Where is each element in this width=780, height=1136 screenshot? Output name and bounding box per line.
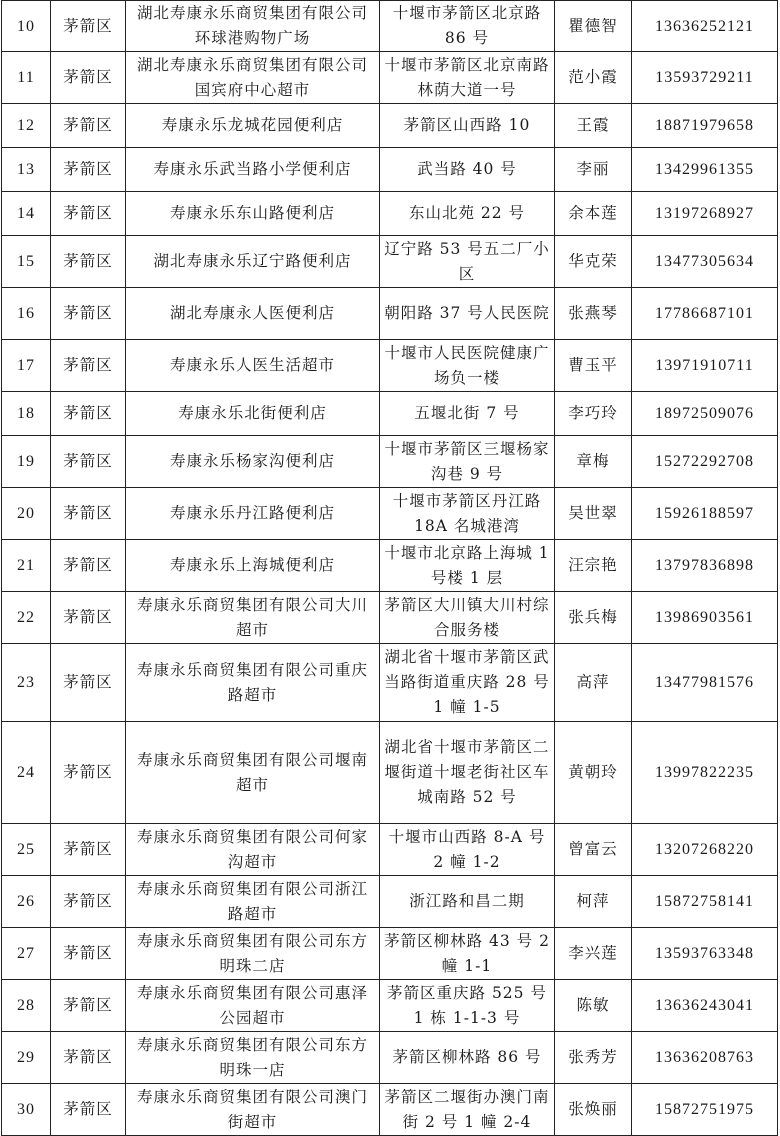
cell-number: 10 [2,1,51,52]
cell-contact: 吴世翠 [555,488,632,540]
table-row [2,722,778,824]
cell-district: 茅箭区 [51,592,126,644]
cell-contact: 范小霞 [555,52,632,104]
cell-number: 13 [2,148,51,192]
cell-store-name: 湖北寿康永人医便利店 [126,288,380,340]
cell-number: 27 [2,928,51,980]
cell-phone: 13997822235 [632,722,778,824]
cell-store-name: 寿康永乐商贸集团有限公司堰南超市 [126,722,380,824]
cell-store-name: 寿康永乐杨家沟便利店 [126,436,380,488]
cell-number: 19 [2,436,51,488]
cell-number: 22 [2,592,51,644]
table-row [2,928,778,980]
cell-address: 东山北苑 22 号 [380,192,555,236]
cell-address: 十堰市北京路上海城 1 号楼 1 层 [380,540,555,592]
cell-phone: 13593729211 [632,52,778,104]
cell-phone: 13429961355 [632,148,778,192]
cell-store-name: 湖北寿康永乐商贸集团有限公司国宾府中心超市 [126,52,380,104]
cell-phone: 18972509076 [632,392,778,436]
cell-contact: 高萍 [555,644,632,722]
cell-store-name: 湖北寿康永乐商贸集团有限公司环球港购物广场 [126,1,380,52]
cell-contact: 汪宗艳 [555,540,632,592]
cell-contact: 柯萍 [555,876,632,928]
cell-store-name: 寿康永乐上海城便利店 [126,540,380,592]
table-body [2,1,778,1136]
cell-district: 茅箭区 [51,340,126,392]
cell-phone: 13636252121 [632,1,778,52]
cell-phone: 13636243041 [632,980,778,1032]
table-row [2,52,778,104]
cell-phone: 13197268927 [632,192,778,236]
cell-contact: 曾富云 [555,824,632,876]
cell-phone: 13207268220 [632,824,778,876]
table-row [2,592,778,644]
cell-contact: 华克荣 [555,236,632,288]
cell-contact: 瞿德智 [555,1,632,52]
cell-address: 湖北省十堰市茅箭区二堰街道十堰老街社区车城南路 52 号 [380,722,555,824]
cell-district: 茅箭区 [51,722,126,824]
cell-store-name: 寿康永乐商贸集团有限公司重庆路超市 [126,644,380,722]
cell-district: 茅箭区 [51,192,126,236]
cell-phone: 13477305634 [632,236,778,288]
cell-number: 11 [2,52,51,104]
cell-store-name: 寿康永乐商贸集团有限公司东方明珠一店 [126,1032,380,1084]
cell-address: 十堰市茅箭区丹江路 18A 名城港湾 [380,488,555,540]
cell-number: 14 [2,192,51,236]
cell-address: 十堰市人民医院健康广场负一楼 [380,340,555,392]
cell-district: 茅箭区 [51,540,126,592]
cell-number: 29 [2,1032,51,1084]
cell-store-name: 寿康永乐人医生活超市 [126,340,380,392]
cell-district: 茅箭区 [51,876,126,928]
cell-address: 五堰北街 7 号 [380,392,555,436]
cell-store-name: 湖北寿康永乐辽宁路便利店 [126,236,380,288]
table-row [2,876,778,928]
cell-address: 辽宁路 53 号五二厂小区 [380,236,555,288]
cell-number: 26 [2,876,51,928]
cell-district: 茅箭区 [51,392,126,436]
cell-contact: 张兵梅 [555,592,632,644]
cell-phone: 15272292708 [632,436,778,488]
table-row [2,148,778,192]
cell-store-name: 寿康永乐武当路小学便利店 [126,148,380,192]
cell-phone: 13797836898 [632,540,778,592]
cell-store-name: 寿康永乐东山路便利店 [126,192,380,236]
cell-number: 15 [2,236,51,288]
cell-address: 湖北省十堰市茅箭区武当路街道重庆路 28 号 1 幢 1-5 [380,644,555,722]
cell-address: 十堰市茅箭区北京南路林荫大道一号 [380,52,555,104]
cell-store-name: 寿康永乐商贸集团有限公司何家沟超市 [126,824,380,876]
table-row [2,540,778,592]
cell-phone: 15872751975 [632,1084,778,1136]
cell-district: 茅箭区 [51,236,126,288]
cell-address: 浙江路和昌二期 [380,876,555,928]
cell-address: 朝阳路 37 号人民医院 [380,288,555,340]
cell-store-name: 寿康永乐北街便利店 [126,392,380,436]
cell-address: 茅箭区重庆路 525 号 1 栋 1-1-3 号 [380,980,555,1032]
table-row [2,192,778,236]
cell-phone: 18871979658 [632,104,778,148]
table-row [2,980,778,1032]
cell-number: 23 [2,644,51,722]
cell-contact: 王霞 [555,104,632,148]
cell-phone: 15926188597 [632,488,778,540]
table-row [2,104,778,148]
table-row [2,236,778,288]
cell-number: 28 [2,980,51,1032]
cell-contact: 余本莲 [555,192,632,236]
cell-phone: 17786687101 [632,288,778,340]
table-row [2,1084,778,1136]
table-row [2,288,778,340]
cell-store-name: 寿康永乐丹江路便利店 [126,488,380,540]
cell-store-name: 寿康永乐龙城花园便利店 [126,104,380,148]
cell-contact: 曹玉平 [555,340,632,392]
cell-number: 21 [2,540,51,592]
cell-address: 茅箭区山西路 10 [380,104,555,148]
cell-contact: 张焕丽 [555,1084,632,1136]
table-row [2,1032,778,1084]
table-row [2,1,778,52]
cell-phone: 13971910711 [632,340,778,392]
cell-district: 茅箭区 [51,1032,126,1084]
cell-store-name: 寿康永乐商贸集团有限公司浙江路超市 [126,876,380,928]
cell-phone: 13593763348 [632,928,778,980]
cell-number: 24 [2,722,51,824]
table-row [2,392,778,436]
cell-contact: 陈敏 [555,980,632,1032]
cell-address: 十堰市茅箭区三堰杨家沟巷 9 号 [380,436,555,488]
cell-address: 武当路 40 号 [380,148,555,192]
cell-contact: 张秀芳 [555,1032,632,1084]
cell-district: 茅箭区 [51,288,126,340]
cell-store-name: 寿康永乐商贸集团有限公司东方明珠二店 [126,928,380,980]
cell-phone: 13986903561 [632,592,778,644]
cell-phone: 13636208763 [632,1032,778,1084]
cell-store-name: 寿康永乐商贸集团有限公司惠泽公园超市 [126,980,380,1032]
cell-district: 茅箭区 [51,1084,126,1136]
cell-district: 茅箭区 [51,928,126,980]
store-list-table [1,0,778,1136]
cell-district: 茅箭区 [51,824,126,876]
cell-number: 30 [2,1084,51,1136]
cell-number: 17 [2,340,51,392]
cell-district: 茅箭区 [51,148,126,192]
cell-number: 25 [2,824,51,876]
cell-district: 茅箭区 [51,980,126,1032]
cell-district: 茅箭区 [51,1,126,52]
cell-contact: 章梅 [555,436,632,488]
cell-district: 茅箭区 [51,104,126,148]
cell-phone: 15872758141 [632,876,778,928]
table-row [2,824,778,876]
cell-district: 茅箭区 [51,436,126,488]
cell-address: 十堰市山西路 8-A 号 2 幢 1-2 [380,824,555,876]
cell-contact: 李巧玲 [555,392,632,436]
cell-address: 茅箭区二堰街办澳门南街 2 号 1 幢 2-4 [380,1084,555,1136]
cell-phone: 13477981576 [632,644,778,722]
table-row [2,644,778,722]
cell-number: 12 [2,104,51,148]
cell-district: 茅箭区 [51,52,126,104]
cell-contact: 李兴莲 [555,928,632,980]
cell-district: 茅箭区 [51,644,126,722]
cell-address: 茅箭区柳林路 86 号 [380,1032,555,1084]
cell-district: 茅箭区 [51,488,126,540]
cell-contact: 黄朝玲 [555,722,632,824]
table-row [2,340,778,392]
cell-contact: 张燕琴 [555,288,632,340]
cell-address: 十堰市茅箭区北京路 86 号 [380,1,555,52]
table-row [2,436,778,488]
cell-address: 茅箭区柳林路 43 号 2 幢 1-1 [380,928,555,980]
cell-number: 18 [2,392,51,436]
cell-store-name: 寿康永乐商贸集团有限公司澳门街超市 [126,1084,380,1136]
cell-number: 16 [2,288,51,340]
cell-contact: 李丽 [555,148,632,192]
cell-number: 20 [2,488,51,540]
table-row [2,488,778,540]
cell-store-name: 寿康永乐商贸集团有限公司大川超市 [126,592,380,644]
cell-address: 茅箭区大川镇大川村综合服务楼 [380,592,555,644]
